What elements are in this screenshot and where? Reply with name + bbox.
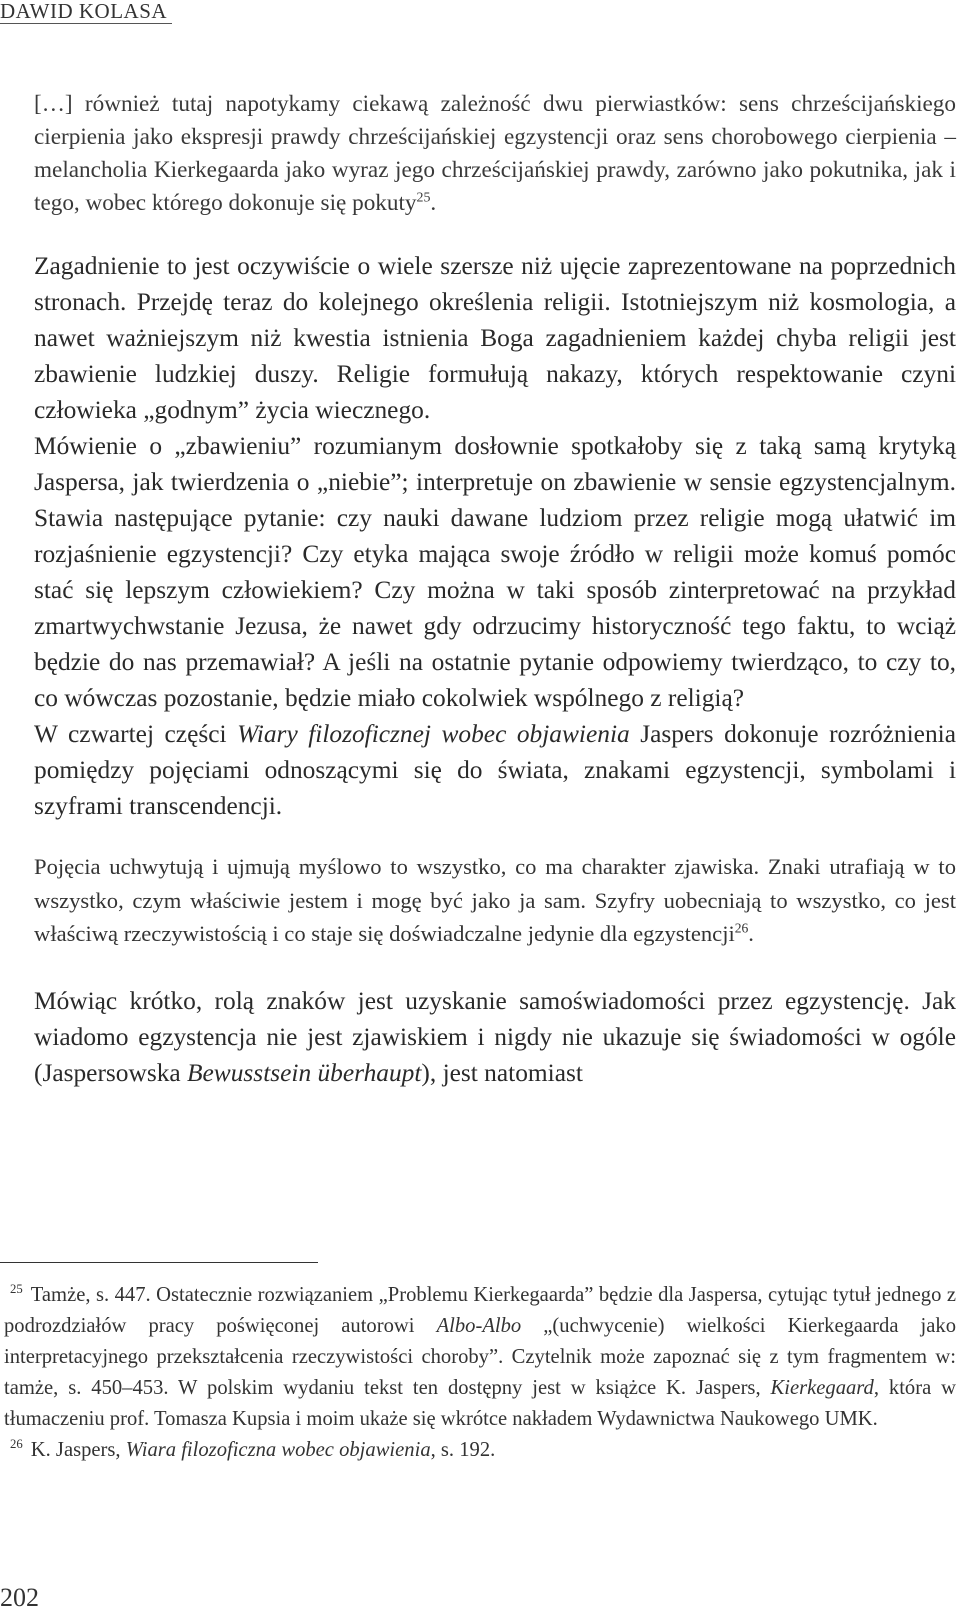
paragraph-2: Mówienie o „zbawieniu” rozumianym dosłownie spotkałoby się z taką samą krytyką Jaspersa, jak twierdzenia o „niebie”; interpretuje on zbawienie w sensie egzystencjalnym. Stawia następujące pytanie: czy nauki dawane ludziom przez religie mogą ułatwić im rozjaśnienie egzystencji? Czy etyka mająca swoje źródło w religii może komuś pomóc stać się lepszym człowiekiem? Czy można w taki sposób zinterpretować na przykład zmartwychwstanie Jezusa, że nawet gdy odrzucimy historyczność tego faktu, to wciąż będzie do nas przemawiał? A jeśli na ostatnie pytanie odpowiemy twierdząco, to czy to, co wówczas pozostanie, będzie miało cokolwiek wspólnego z religią? <box>34 432 956 712</box>
page-number: 202 <box>0 1583 39 1612</box>
block-quote-2: Pojęcia uchwytują i ujmują myślowo to wszystko, co ma charakter zjawiska. Znaki utrafiają w to wszystko, czym właściwie jestem i mogę być jako ja sam. Szyfry uobecniają to wszystko, co jest właściwą rzeczywistością i co staje się doświadczalne jedynie dla egzystencji$^{26}$. <box>34 854 956 946</box>
book-title: Wiary filozoficznej wobec objawienia <box>237 720 630 748</box>
block-quote-1: […] również tutaj napotykamy ciekawą zależność dwu pierwiastków: sens chrześcijańskiego cierpienia jako ekspresji prawdy chrześcijańskiej egzystencji oraz sens chorobowego cierpienia – melancholia Kierkegaarda jako wyraz jego chrześcijańskiej prawdy, zarówno jako pokutnika, jak i tego, wobec którego dokonuje się pokuty$^{25}$. <box>34 91 956 216</box>
footnote-number: 26 <box>10 1437 23 1452</box>
footnote-26: $^{26}$ K. Jaspers, Wiara filozoficzna wobec objawienia, s. 192. <box>10 1437 496 1461</box>
block-quote-1-text: […] również tutaj napotykamy ciekawą zależność dwu pierwiastków: sens chrześcijańskiego cierpienia jako ekspresji prawdy chrześcijańskiej egzystencji oraz sens chorobowego cierpienia – melancholia Kierkegaarda jako wyraz jego chrześcijańskiej prawdy, zarówno jako pokutnika, jak i tego, wobec którego dokonuje się pokuty <box>34 91 956 216</box>
footnote-25: $^{25}$ Tamże, s. 447. Ostatecznie rozwiązaniem „Problemu Kierkegaarda” będzie dla Jaspersa, cytując tytuł jednego z podrozdziałów pracy poświęconej autorowi Albo-Albo „(uchwycenie) wielkości Kierkegaarda jako interpretacyjnego przekształcenia rzeczywistości choroby”. Czytelnik może zapoznać się z tym fragmentem w: tamże, s. 450–453. W polskim wydaniu tekst ten dostępny jest w książce K. Jaspers, Kierkegaard, która w tłumaczeniu prof. Tomasza Kupsia i moim ukaże się wkrótce nakładem Wydawnictwa Naukowego UMK. <box>4 1282 956 1430</box>
page-body <box>34 88 956 1091</box>
footnote-number: 25 <box>10 1282 23 1297</box>
paragraph-3: W czwartej części Wiary filozoficznej wobec objawienia Jaspers dokonuje rozróżnienia pomiędzy pojęciami odnoszącymi się do świata, znakami egzystencji, symbolami i szyframi transcendencji. <box>34 720 956 820</box>
running-head: DAWID KOLASA <box>0 0 168 23</box>
footnotes <box>4 1280 956 1466</box>
block-quote-2-text: Pojęcia uchwytują i ujmują myślowo to wszystko, co ma charakter zjawiska. Znaki utrafiają w to wszystko, czym właściwie jestem i mogę być jako ja sam. Szyfry uobecniają to wszystko, co jest właściwą rzeczywistością i co staje się doświadczalne jedynie dla egzystencji <box>34 854 956 946</box>
footnote-ref-25[interactable]: 25 <box>416 190 431 206</box>
footnote-separator <box>0 1262 318 1263</box>
footnote-ref-26[interactable]: 26 <box>734 920 749 936</box>
paragraph-4: Mówiąc krótko, rolą znaków jest uzyskanie samoświadomości przez egzystencję. Jak wiadomo egzystencja nie jest zjawiskiem i nigdy nie ukazuje się świadomości w ogóle (Jaspersowska Bewusstsein überhaupt), jest natomiast <box>34 986 956 1087</box>
paragraph-1: Zagadnienie to jest oczywiście o wiele szersze niż ujęcie zaprezentowane na poprzednich stronach. Przejdę teraz do kolejnego określenia religii. Istotniejszym niż kosmologia, a nawet ważniejszym niż kwestia istnienia Boga zagadnieniem każdej chyba religii jest zbawienie ludzkiej duszy. Religie formułują nakazy, których respektowanie czyni człowieka „godnym” życia wiecznego. <box>34 252 956 424</box>
german-term: Bewusstsein überhaupt <box>187 1058 422 1087</box>
